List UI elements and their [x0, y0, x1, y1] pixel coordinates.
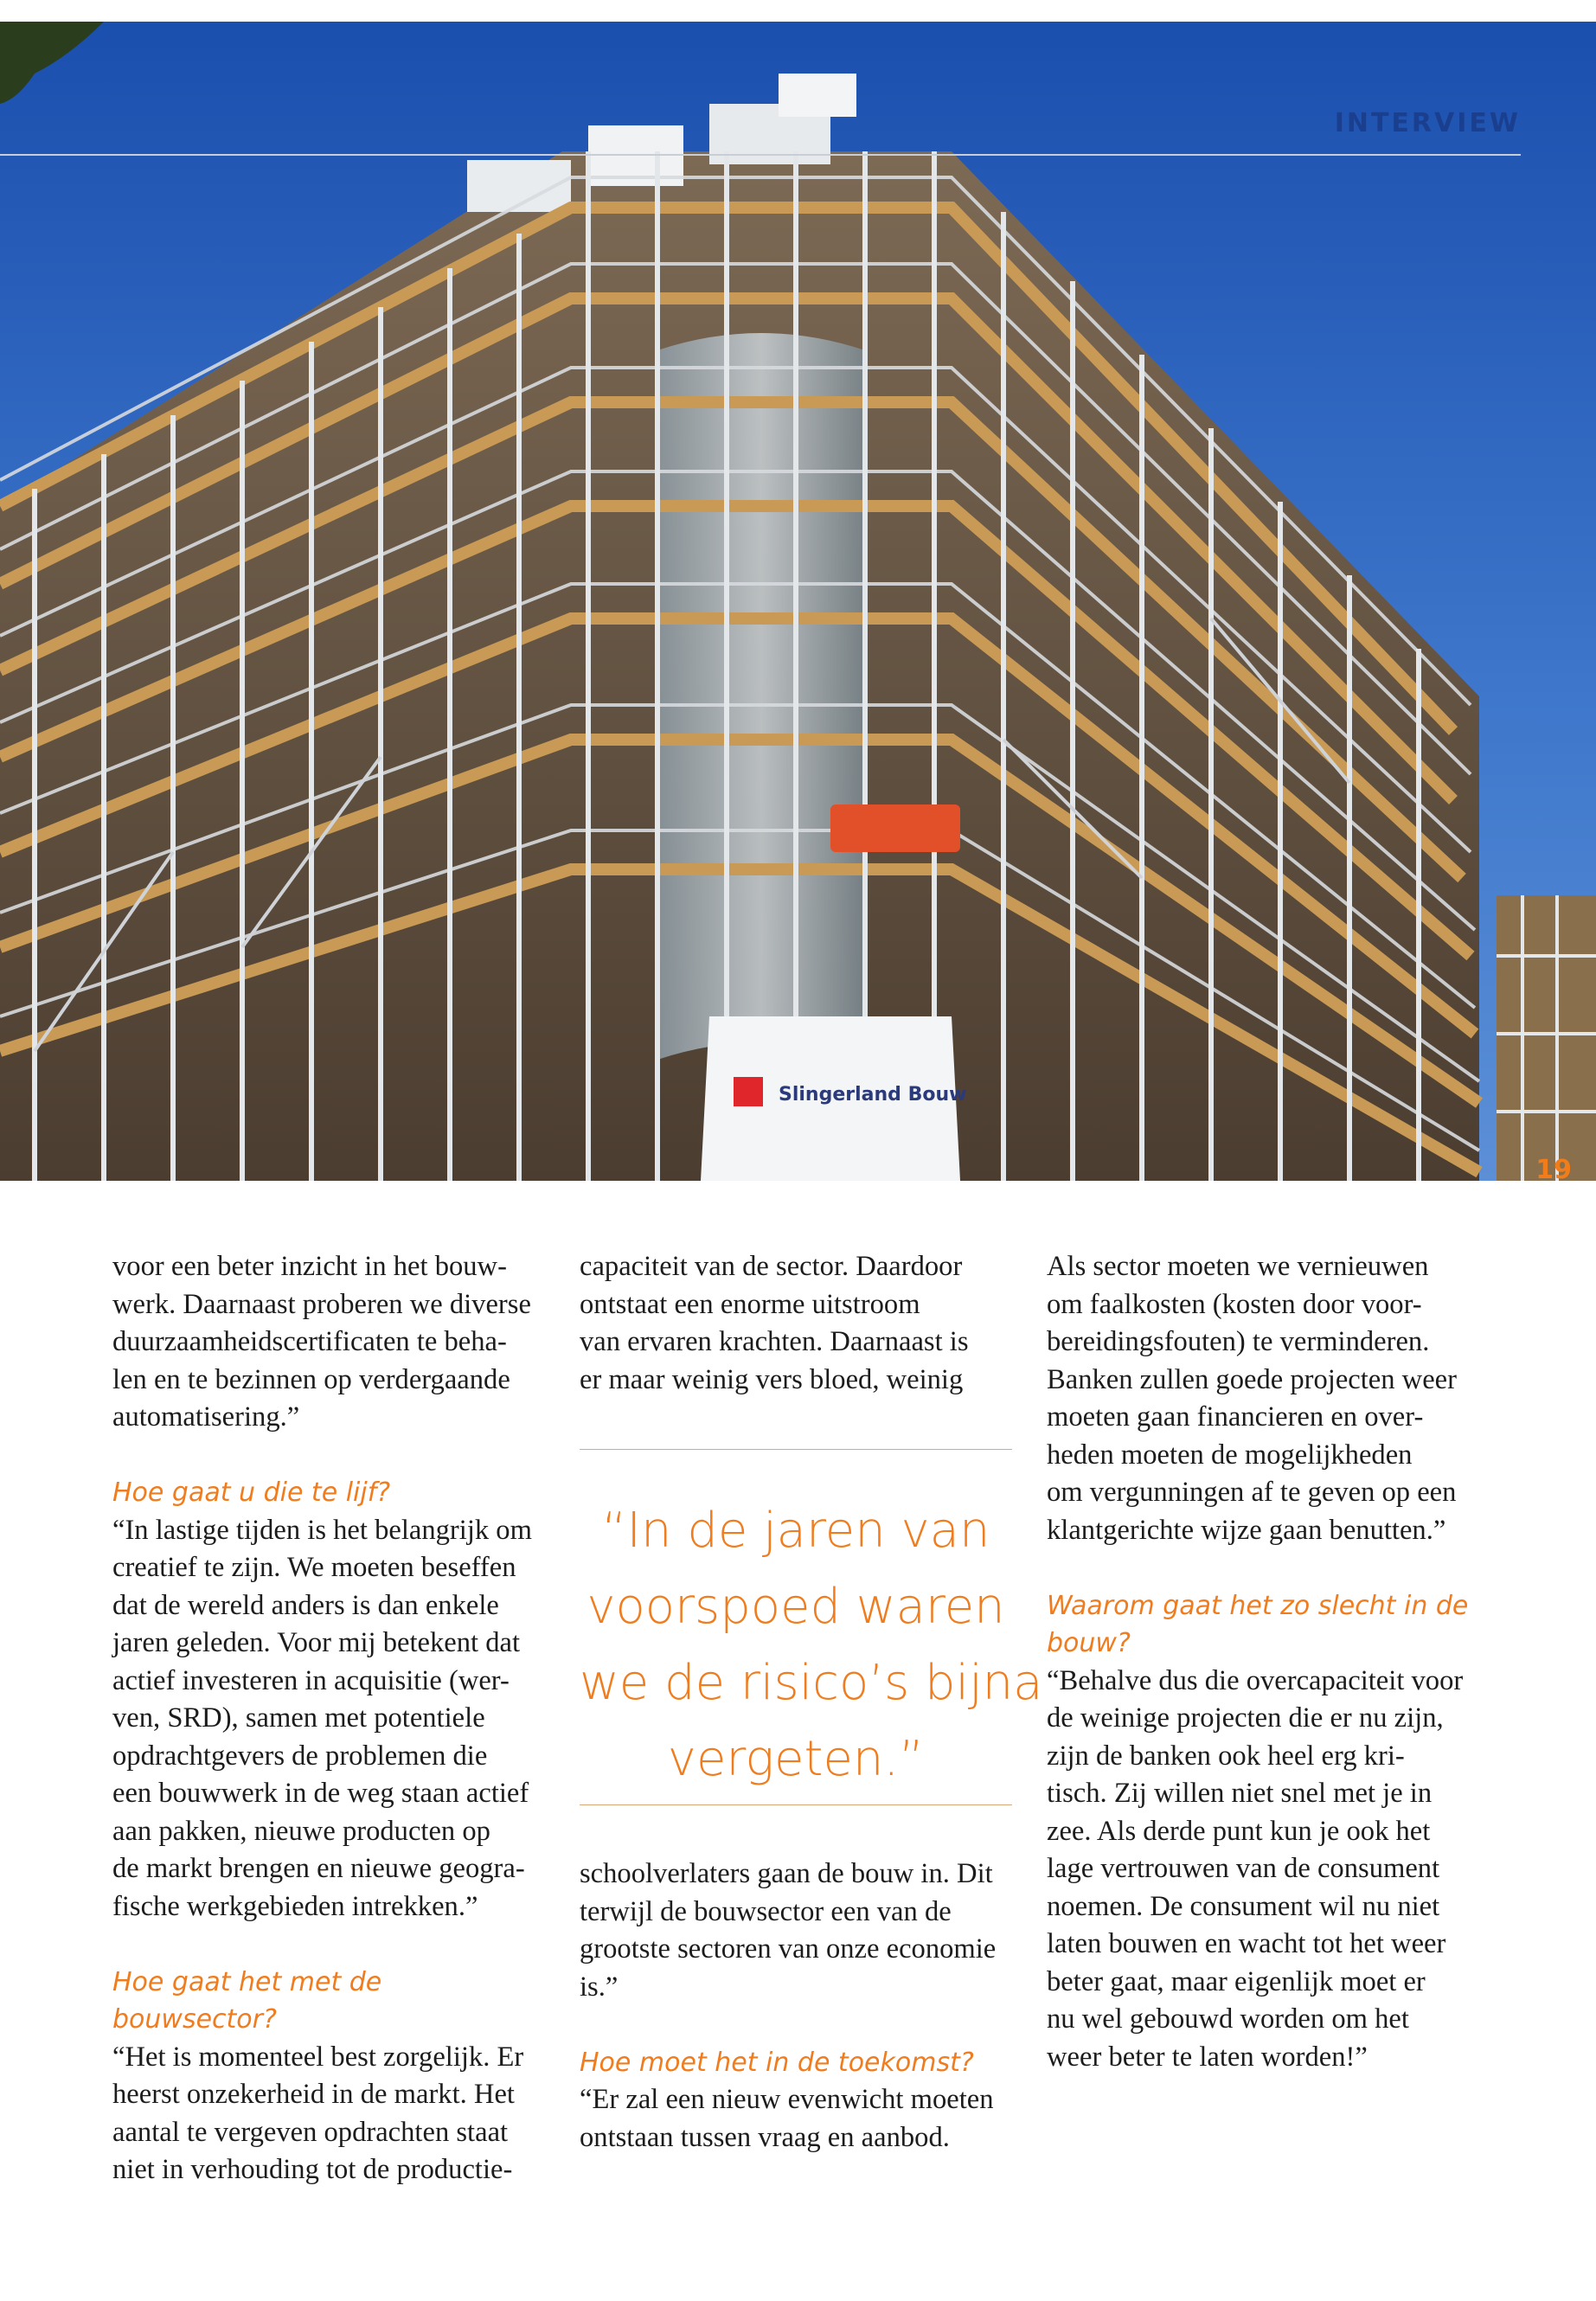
section-label: INTERVIEW [1334, 108, 1521, 138]
text-line: om faalkosten (kosten door voor- [1047, 1288, 1422, 1320]
text-line: automatisering.” [112, 1401, 300, 1433]
text-line: nu wel gebouwd worden om het [1047, 2003, 1409, 2035]
column-3 [1047, 1248, 1505, 2076]
text-line: zijn de banken ook heel erg kri- [1047, 1740, 1405, 1772]
pull-quote-text [580, 1493, 1043, 1798]
text-line: dat de wereld anders is dan enkele [112, 1589, 499, 1621]
text-line: “In lastige tijden is het belangrijk om [112, 1514, 532, 1546]
text-line: moeten gaan financieren en over- [1047, 1401, 1424, 1433]
text-line: lage vertrouwen van de consument [1047, 1853, 1440, 1884]
header-rule [0, 154, 1521, 156]
text-line: om vergunningen af te geven op een [1047, 1477, 1457, 1508]
page-number: 19 [1535, 1155, 1572, 1181]
question-heading: Hoe gaat u die te lijf? [112, 1477, 391, 1508]
text-line: voor een beter inzicht in het bouw- [112, 1251, 507, 1282]
text-line: “Het is momenteel best zorgelijk. Er [112, 2041, 524, 2073]
banner-brand: Slingerland Bouw [779, 1084, 967, 1106]
intro-paragraph [112, 1248, 554, 1437]
continued-paragraph [1047, 1248, 1505, 1549]
text-line: klantgerichte wijze gaan benutten.” [1047, 1514, 1446, 1546]
text-line: is.” [580, 1971, 619, 2003]
text-line: heerst onzekerheid in de markt. Het [112, 2079, 515, 2110]
contractor-banner [701, 1016, 966, 1181]
answer-paragraph [580, 2081, 1016, 2157]
scaffolding-building-illustration [0, 22, 1596, 1181]
text-line: tisch. Zij willen niet snel met je in [1047, 1778, 1433, 1809]
text-line: terwijl de bouwsector een van de [580, 1895, 952, 1927]
text-line: grootste sectoren van onze economie [580, 1933, 997, 1965]
text-line: fische werkgebieden intrekken.” [112, 1890, 478, 1922]
text-line: ontstaat een enorme uitstroom [580, 1288, 920, 1320]
text-line: aantal te vergeven opdrachten staat [112, 2116, 509, 2148]
pull-quote-line: we de risico’s bijna [580, 1655, 1043, 1711]
text-line: ontstaan tussen vraag en aanbod. [580, 2121, 950, 2153]
text-line: jaren geleden. Voor mij betekent dat [112, 1627, 521, 1658]
text-line: “Er zal een nieuw evenwicht moeten [580, 2084, 994, 2115]
text-line: zee. Als derde punt kun je ook het [1047, 1815, 1431, 1847]
column-2 [580, 1248, 1016, 1399]
heading-line: bouw? [1047, 1628, 1131, 1658]
pull-quote-line: voorspoed waren [586, 1579, 1005, 1635]
text-line: een bouwwerk in de weg staan actief [112, 1778, 529, 1809]
question-heading: Hoe gaat het met de bouwsector? [112, 1966, 382, 2035]
text-line: werk. Daarnaast proberen we diverse [112, 1288, 531, 1320]
pull-quote-line: “In de jaren van [601, 1503, 990, 1559]
text-line: de weinige projecten die er nu zijn, [1047, 1702, 1444, 1734]
text-line: len en te bezinnen op verdergaande [112, 1363, 510, 1395]
text-line: er maar weinig vers bloed, weinig [580, 1363, 964, 1395]
text-line: duurzaamheidscertificaten te beha- [112, 1326, 507, 1357]
text-line: beter gaat, maar eigenlijk moet er [1047, 1965, 1426, 1997]
pull-quote-line: vergeten.” [667, 1731, 925, 1787]
construction-photo [0, 22, 1596, 1181]
text-line: heden moeten de mogelijkheden [1047, 1439, 1413, 1471]
text-line: laten bouwen en wacht tot het weer [1047, 1928, 1446, 1959]
heading-line: Waarom gaat het zo slecht in de [1047, 1590, 1469, 1621]
answer-paragraph [1047, 1663, 1505, 2077]
question-heading: Hoe moet het in de toekomst? [580, 2047, 974, 2078]
answer-paragraph [112, 2039, 554, 2189]
column-1 [112, 1248, 554, 2189]
text-line: ven, SRD), samen met potentiele [112, 1702, 485, 1734]
text-line: aan pakken, nieuwe producten op [112, 1815, 490, 1847]
text-line: schoolverlaters gaan de bouw in. Dit [580, 1858, 993, 1889]
text-line: Als sector moeten we vernieuwen [1047, 1251, 1429, 1282]
text-line: creatief te zijn. We moeten beseffen [112, 1552, 516, 1583]
text-line: actief investeren in acquisitie (wer- [112, 1664, 510, 1696]
column-2-lower [580, 1856, 1016, 2157]
question-heading [1047, 1587, 1505, 1663]
pull-quote [580, 1449, 1043, 1805]
text-line: opdrachtgevers de problemen die [112, 1740, 488, 1772]
text-line: weer beter te laten worden!” [1047, 2041, 1368, 2073]
text-line: Banken zullen goede projecten weer [1047, 1363, 1457, 1395]
text-line: bereidingsfouten) te verminderen. [1047, 1326, 1430, 1357]
answer-paragraph [112, 1512, 554, 1926]
continued-paragraph [580, 1248, 1016, 1399]
text-line: niet in verhouding tot de productie- [112, 2154, 513, 2185]
text-line: van ervaren krachten. Daarnaast is [580, 1326, 969, 1357]
text-line: de markt brengen en nieuwe geogra- [112, 1853, 525, 1884]
text-line: noemen. De consument wil nu niet [1047, 1890, 1440, 1922]
text-line: “Behalve dus die overcapaciteit voor [1047, 1664, 1464, 1696]
text-line: capaciteit van de sector. Daardoor [580, 1251, 963, 1282]
continued-paragraph [580, 1856, 1016, 2006]
